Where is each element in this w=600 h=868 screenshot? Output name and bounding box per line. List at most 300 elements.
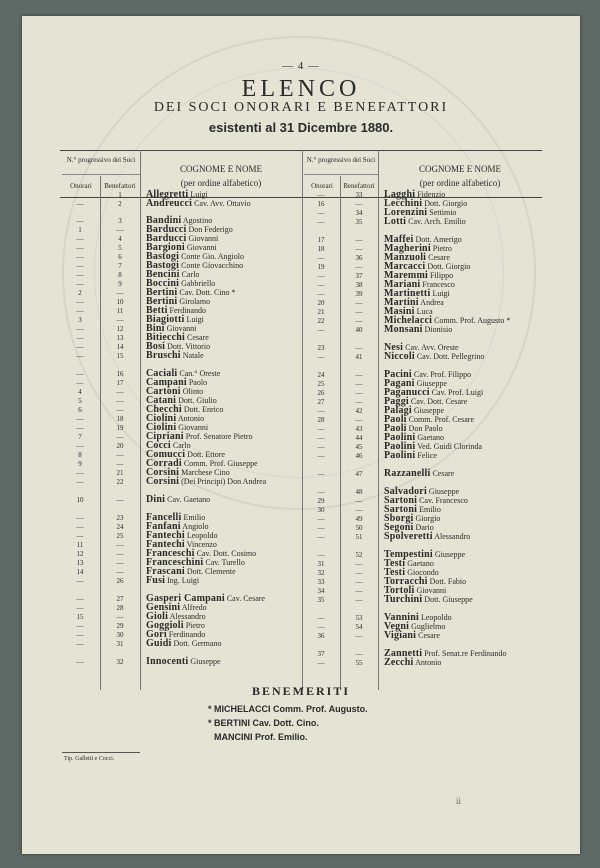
benefattori-number: 48	[355, 488, 363, 496]
document-subtitle: DEI SOCI ONORARI E BENEFATTORI	[153, 100, 449, 115]
onorari-number: 11	[76, 541, 84, 549]
benefattori-number: —	[116, 316, 124, 324]
member-surname: Vannini	[384, 612, 419, 623]
benefattori-number: —	[116, 397, 124, 405]
onorari-number: —	[76, 469, 84, 477]
onorari-number: —	[76, 280, 84, 288]
onorari-number: 7	[78, 433, 82, 441]
list-item	[22, 469, 580, 479]
member-given-name: Dott. Amerigo	[413, 235, 462, 244]
benefattori-number: 2	[118, 200, 122, 208]
member-name	[384, 469, 454, 479]
onorari-number: 23	[317, 344, 325, 352]
benefattori-header-left: Benefattori	[104, 182, 136, 190]
onorari-number: —	[317, 353, 325, 361]
member-given-name: Don Paolo	[406, 424, 443, 433]
onorari-number: 34	[317, 587, 325, 595]
member-surname: Mariani	[384, 279, 421, 290]
member-given-name: Comm. Prof. Cesare	[406, 415, 474, 424]
member-surname: Lorenzini	[384, 207, 428, 218]
member-given-name: Antonio	[176, 414, 205, 423]
member-surname: Martini	[384, 297, 419, 308]
member-surname: Gensini	[146, 602, 181, 613]
member-given-name: Cav. Francesco	[417, 496, 468, 505]
onorari-number: 24	[317, 371, 325, 379]
onorari-number: —	[317, 425, 325, 433]
list-item	[22, 352, 580, 362]
member-given-name: Giuseppe	[411, 406, 445, 415]
member-given-name: Cesare	[416, 631, 440, 640]
member-given-name: Felice	[415, 451, 437, 460]
member-surname: Paganucci	[384, 387, 430, 398]
member-given-name: Ferdinando	[166, 630, 206, 639]
member-surname: Fantechi	[146, 539, 185, 550]
onorari-number: —	[76, 352, 84, 360]
member-surname: Vigiani	[384, 630, 417, 641]
onorari-number: 22	[317, 317, 325, 325]
member-given-name: Giuseppe	[426, 487, 460, 496]
benefattori-number: 9	[118, 280, 122, 288]
benefattori-number: 16	[116, 370, 124, 378]
onorari-number: —	[76, 235, 84, 243]
benefattori-number: —	[116, 550, 124, 558]
member-given-name: Alessandro	[168, 612, 206, 621]
member-surname: Frascani	[146, 566, 185, 577]
benefattori-number: 28	[116, 604, 124, 612]
member-surname: Paggi	[384, 396, 409, 407]
benefattori-number: 19	[116, 424, 124, 432]
member-surname: Bitiecchi	[146, 332, 186, 343]
list-item	[22, 595, 580, 605]
benefattori-number: —	[116, 613, 124, 621]
benefattori-number: —	[355, 497, 363, 505]
benefattori-number: 36	[355, 254, 363, 262]
onorari-number: —	[76, 442, 84, 450]
member-name	[384, 352, 484, 362]
benefattori-number: —	[355, 416, 363, 424]
member-given-name: Dott. Clemente	[184, 567, 236, 576]
benefattori-number: 3	[118, 217, 122, 225]
benefattori-number: 40	[355, 326, 363, 334]
benefattori-number: 47	[355, 470, 363, 478]
member-given-name: Prof. Senat.re Ferdinando	[422, 649, 507, 658]
benefattori-number: —	[116, 559, 124, 567]
member-given-name: Dott. Giulio	[176, 396, 217, 405]
member-name	[384, 451, 437, 461]
onorari-number: 4	[78, 388, 82, 396]
benefattori-number: —	[116, 460, 124, 468]
member-given-name: Emilio	[181, 513, 206, 522]
member-given-name: Ferdinando	[167, 306, 206, 315]
member-surname: Franceschini	[146, 557, 204, 568]
member-surname: Bruschi	[146, 350, 181, 361]
benefattori-number: 11	[116, 307, 124, 315]
onorari-number: —	[317, 533, 325, 541]
member-given-name: (Dei Principi) Don Andrea	[179, 477, 267, 486]
onorari-number: —	[76, 514, 84, 522]
member-given-name: Dott. Giorgio	[425, 262, 471, 271]
onorari-number: —	[76, 262, 84, 270]
onorari-number: —	[76, 370, 84, 378]
onorari-number: 5	[78, 397, 82, 405]
member-surname: Turchini	[384, 594, 423, 605]
onorari-number: —	[76, 334, 84, 342]
member-surname: Fanfani	[146, 521, 181, 532]
onorari-number: —	[317, 614, 325, 622]
member-surname: Paoli	[384, 414, 407, 425]
member-given-name: Agostino	[181, 216, 213, 225]
member-given-name: Dott. Fabio	[427, 577, 467, 586]
member-given-name: Leopoldo	[184, 531, 218, 540]
member-surname: Salvadori	[384, 486, 427, 497]
member-surname: Biagiotti	[146, 314, 185, 325]
benefattori-number: —	[355, 263, 363, 271]
list-item	[22, 631, 580, 641]
benefattori-number: 46	[355, 452, 363, 460]
subhead-rule	[62, 174, 140, 175]
member-given-name: Giorgio	[413, 514, 441, 523]
member-given-name: Cav. Prof. Filippo	[411, 370, 472, 379]
onorari-number: 36	[317, 632, 325, 640]
onorari-number: —	[76, 200, 84, 208]
member-surname: Boccini	[146, 278, 180, 289]
onorari-number: —	[317, 488, 325, 496]
benefattori-number: 32	[116, 658, 124, 666]
subhead-rule	[304, 174, 378, 175]
member-surname: Michelacci	[384, 315, 433, 326]
onorari-number: 29	[317, 497, 325, 505]
member-given-name: Cav. Dott. Cino *	[177, 288, 236, 297]
member-surname: Palagi	[384, 405, 412, 416]
onorari-number: 17	[317, 236, 325, 244]
handwritten-mark: ii	[456, 796, 462, 806]
member-given-name: Luca	[414, 307, 433, 316]
member-given-name: Cav. Arch. Emilio	[406, 217, 466, 226]
member-given-name: Ved. Guidi Clorinda	[415, 442, 482, 451]
member-surname: Lecchini	[384, 198, 423, 209]
onorari-header-left: Onorari	[70, 182, 92, 190]
benefattori-number: 51	[355, 533, 363, 541]
benefattori-number: 31	[116, 640, 124, 648]
member-surname: Campani	[146, 377, 187, 388]
member-given-name: Andrea	[418, 298, 444, 307]
onorari-number: —	[76, 640, 84, 648]
benefattori-number: 43	[355, 425, 363, 433]
member-surname: Niccoli	[384, 351, 415, 362]
benefattori-number: —	[116, 226, 124, 234]
member-surname: Bastogi	[146, 260, 180, 271]
member-given-name: Dott. Vittorio	[165, 342, 211, 351]
onorari-number: —	[317, 407, 325, 415]
member-given-name: Cav. Turello	[203, 558, 245, 567]
benefattori-number: —	[355, 398, 363, 406]
member-given-name: Dario	[413, 523, 434, 532]
member-given-name: Emilio	[417, 505, 441, 514]
benefattori-number: —	[355, 245, 363, 253]
member-surname: Allegretti	[146, 189, 189, 200]
member-surname: Fancelli	[146, 512, 182, 523]
member-given-name: Luigi	[188, 190, 208, 199]
onorari-number: 28	[317, 416, 325, 424]
onorari-number: 10	[76, 496, 84, 504]
benefattori-number: —	[355, 560, 363, 568]
member-surname: Checchi	[146, 404, 182, 415]
member-surname: Ciolini	[146, 422, 177, 433]
member-surname: Gioli	[146, 611, 169, 622]
page-number: — 4 —	[282, 60, 320, 72]
member-name	[384, 532, 470, 542]
benefattori-number: —	[355, 587, 363, 595]
member-given-name: Dott. Enrico	[181, 405, 224, 414]
onorari-number: —	[317, 326, 325, 334]
member-surname: Testi	[384, 567, 406, 578]
order-header-left: (per ordine alfabetico)	[180, 178, 262, 188]
member-given-name: Pietro	[183, 621, 205, 630]
member-given-name: Natale	[180, 351, 204, 360]
onorari-number: —	[317, 551, 325, 559]
onorari-number: —	[317, 434, 325, 442]
onorari-number: 32	[317, 569, 325, 577]
member-surname: Paolini	[384, 450, 416, 461]
member-surname: Sborgi	[384, 513, 414, 524]
member-surname: Cartoni	[146, 386, 181, 397]
member-surname: Barducci	[146, 233, 187, 244]
onorari-number: —	[317, 209, 325, 217]
onorari-number: —	[317, 191, 325, 199]
member-surname: Zannetti	[384, 648, 423, 659]
member-given-name: Dott. Germano	[171, 639, 222, 648]
member-given-name: Gaetano	[415, 433, 445, 442]
document-date-line: esistenti al 31 Dicembre 1880.	[208, 120, 394, 135]
list-item	[22, 325, 580, 335]
benefattori-number: —	[116, 289, 124, 297]
benefattori-number: 38	[355, 281, 363, 289]
member-surname: Maremmi	[384, 270, 428, 281]
benefattori-number: 13	[116, 334, 124, 342]
onorari-number: —	[76, 253, 84, 261]
benefattori-number: —	[355, 506, 363, 514]
member-surname: Caciali	[146, 368, 178, 379]
benefattori-number: —	[116, 451, 124, 459]
onorari-number: —	[76, 577, 84, 585]
member-given-name: Cav. Gaetano	[165, 495, 211, 504]
member-given-name: Filippo	[427, 271, 454, 280]
member-surname: Martinetti	[384, 288, 431, 299]
benefattori-number: —	[355, 578, 363, 586]
member-surname: Corsini	[146, 476, 180, 487]
benefattori-number: 7	[118, 262, 122, 270]
onorari-number: —	[76, 595, 84, 603]
onorari-number: 9	[78, 460, 82, 468]
member-surname: Dini	[146, 494, 166, 505]
benefattori-number: 29	[116, 622, 124, 630]
benefattori-number: 8	[118, 271, 122, 279]
progressive-header-left: N.° progressivo dei Soci	[66, 156, 136, 164]
onorari-number: 30	[317, 506, 325, 514]
benemerito-item: * MICHELACCI Comm. Prof. Augusto.	[208, 704, 368, 714]
member-given-name: Paolo	[186, 378, 208, 387]
benefattori-number: 55	[355, 659, 363, 667]
benefattori-number: —	[116, 496, 124, 504]
benefattori-number: 21	[116, 469, 124, 477]
member-given-name: Fidenzio	[415, 190, 446, 199]
benefattori-number: 18	[116, 415, 124, 423]
member-given-name: Prof. Senatore Pietro	[183, 432, 253, 441]
onorari-number: —	[76, 307, 84, 315]
benefattori-number: 27	[116, 595, 124, 603]
benefattori-number: —	[355, 371, 363, 379]
member-surname: Maffei	[384, 234, 414, 245]
member-surname: Manzuoli	[384, 252, 427, 263]
member-surname: Bandini	[146, 215, 182, 226]
member-surname: Lotti	[384, 216, 407, 227]
member-given-name: Alfredo	[180, 603, 207, 612]
member-surname: Betti	[146, 305, 168, 316]
list-item	[22, 658, 580, 668]
member-surname: Cipriani	[146, 431, 184, 442]
member-surname: Monsani	[384, 324, 423, 335]
onorari-number: 16	[317, 200, 325, 208]
member-given-name: Antonio	[413, 658, 442, 667]
member-surname: Goggioli	[146, 620, 184, 631]
member-given-name: Cav. Prof. Luigi	[429, 388, 484, 397]
onorari-number: —	[76, 622, 84, 630]
member-given-name: Cav. Avv. Oreste	[403, 343, 459, 352]
member-surname: Corsini	[146, 467, 180, 478]
member-given-name: Cesare	[426, 253, 450, 262]
member-surname: Paolini	[384, 441, 416, 452]
benefattori-header-right: Benefattori	[343, 182, 375, 190]
benefattori-number: 54	[355, 623, 363, 631]
list-item	[22, 532, 580, 542]
document-title: ELENCO	[241, 76, 361, 102]
member-given-name: Giovanni	[164, 324, 197, 333]
member-name	[384, 631, 440, 641]
member-given-name: Olinto	[180, 387, 204, 396]
name-header-right: COGNOME E NOME	[419, 164, 501, 174]
member-given-name: Vincenzo	[184, 540, 217, 549]
member-given-name: Giovanni	[176, 423, 209, 432]
member-given-name: Cesare	[185, 333, 209, 342]
member-surname: Pagani	[384, 378, 415, 389]
member-given-name: Dott. Giorgio	[422, 199, 468, 208]
benemeriti-title: BENEMERITI	[251, 684, 351, 698]
member-name	[384, 595, 473, 605]
onorari-number: 21	[317, 308, 325, 316]
onorari-number: 35	[317, 596, 325, 604]
member-surname: Tempestini	[384, 549, 433, 560]
benefattori-number: —	[355, 380, 363, 388]
onorari-number: 13	[76, 559, 84, 567]
member-given-name: Giocondo	[405, 568, 439, 577]
member-surname: Pacini	[384, 369, 412, 380]
member-given-name: Giovanni	[414, 586, 447, 595]
onorari-number: —	[317, 218, 325, 226]
member-surname: Fantechi	[146, 530, 185, 541]
footer-rule	[62, 752, 140, 753]
onorari-number: 14	[76, 568, 84, 576]
benefattori-number: 42	[355, 407, 363, 415]
member-surname: Bertini	[146, 296, 178, 307]
member-given-name: Carlo	[179, 270, 200, 279]
benefattori-number: 53	[355, 614, 363, 622]
onorari-number: —	[76, 604, 84, 612]
order-header-right: (per ordine alfabetico)	[419, 178, 501, 188]
member-surname: Ciolini	[146, 413, 177, 424]
onorari-number: —	[317, 254, 325, 262]
onorari-number: —	[76, 424, 84, 432]
benefattori-number: —	[116, 433, 124, 441]
onorari-number: —	[317, 443, 325, 451]
benefattori-number: —	[116, 541, 124, 549]
benefattori-number: 17	[116, 379, 124, 387]
member-given-name: Angiolo	[180, 522, 209, 531]
benefattori-number: —	[355, 632, 363, 640]
onorari-number: —	[76, 478, 84, 486]
member-given-name: Leopoldo	[418, 613, 452, 622]
member-given-name: Giuseppe	[432, 550, 466, 559]
list-item	[22, 451, 580, 461]
member-surname: Bencini	[146, 269, 180, 280]
benefattori-number: 44	[355, 434, 363, 442]
benefattori-number: 20	[116, 442, 124, 450]
benefattori-number: 30	[116, 631, 124, 639]
member-given-name: Can.° Oreste	[177, 369, 221, 378]
onorari-number: 25	[317, 380, 325, 388]
onorari-number: —	[317, 470, 325, 478]
member-given-name: Luigi	[430, 289, 450, 298]
member-surname: Bini	[146, 323, 165, 334]
onorari-number: —	[76, 325, 84, 333]
onorari-number: —	[76, 217, 84, 225]
benefattori-number: 10	[116, 298, 124, 306]
onorari-number: 19	[317, 263, 325, 271]
onorari-number: —	[317, 452, 325, 460]
benefattori-number: 14	[116, 343, 124, 351]
onorari-number: 31	[317, 560, 325, 568]
benefattori-number: —	[116, 406, 124, 414]
benefattori-number: 5	[118, 244, 122, 252]
benefattori-number: —	[355, 596, 363, 604]
member-given-name: Giovanni	[184, 243, 217, 252]
onorari-number: —	[76, 244, 84, 252]
member-name	[384, 658, 441, 668]
member-surname: Innocenti	[146, 656, 189, 667]
member-given-name: Don Federigo	[186, 225, 233, 234]
document-page	[22, 16, 580, 854]
onorari-number: —	[76, 271, 84, 279]
member-given-name: Dott. Giuseppe	[422, 595, 473, 604]
member-surname: Torracchi	[384, 576, 428, 587]
member-given-name: Comm. Prof. Giuseppe	[181, 459, 258, 468]
benemerito-item: MANCINI Prof. Emilio.	[214, 732, 308, 742]
benefattori-number: 49	[355, 515, 363, 523]
member-given-name: Girolamo	[177, 297, 211, 306]
printer-imprint: Tip. Galletti e Cocci.	[64, 756, 115, 762]
member-surname: Bargioni	[146, 242, 185, 253]
member-given-name: Guglielmo	[409, 622, 446, 631]
member-surname: Spolveretti	[384, 531, 433, 542]
member-surname: Andreucci	[146, 198, 193, 209]
member-name	[384, 217, 466, 227]
onorari-number: —	[76, 415, 84, 423]
member-surname: Cocci	[146, 440, 171, 451]
onorari-number: 33	[317, 578, 325, 586]
onorari-number: —	[317, 524, 325, 532]
table-top-rule	[60, 150, 542, 151]
member-given-name: Carlo	[170, 441, 191, 450]
member-given-name: Cav. Dott. Pellegrino	[414, 352, 485, 361]
